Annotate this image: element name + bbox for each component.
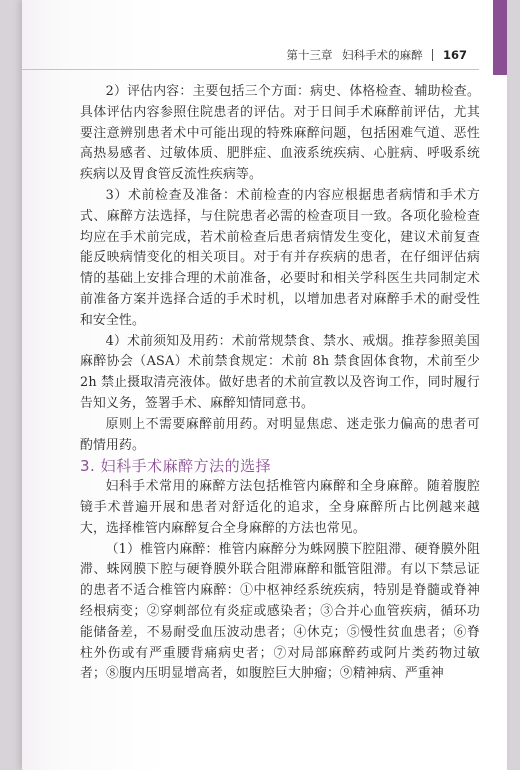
header-rule (22, 69, 479, 70)
paragraph: 原则上不需要麻醉前用药。对明显焦虑、迷走张力偏高的患者可酌情用药。 (80, 416, 480, 453)
book-page (22, 0, 507, 770)
section-title: 3. 妇科手术麻醉方法的选择 (80, 457, 272, 476)
paragraph: 2）评估内容：主要包括三个方面：病史、体格检查、辅助检查。具体评估内容参照住院患者的评估。对于日间手术麻醉前评估，尤其要注意辨别患者术中可能出现的特殊麻醉问题，包括困难气道、恶性高热易感者、过敏体质、肥胖症、血液系统疾病、心脏病、呼吸系统疾病以及胃食管反流性疾病等。 (80, 84, 480, 183)
chapter-title: 妇科手术的麻醉 (342, 48, 423, 62)
running-header (287, 47, 467, 63)
paragraph: 3）术前检查及准备：术前检查的内容应根据患者病情和手术方式、麻醉方法选择，与住院患者必需的检查项目一致。各项化验检查均应在手术前完成，若术前检查后患者病情发生变化，建议术前复查能反映病情变化的相关项目。对于有并存疾病的患者，在仔细评估病情的基础上安排合理的术前准备，必要时和相关学科医生共同制定术前准备方案并选择合适的手术时机，以增加患者对麻醉手术的耐受性和安全性。 (80, 187, 480, 328)
paragraph: 妇科手术常用的麻醉方法包括椎管内麻醉和全身麻醉。随着腹腔镜手术普遍开展和患者对舒适化的追求，全身麻醉所占比例越来越大，选择椎管内麻醉复合全身麻醉的方法也常见。 (80, 479, 480, 536)
chapter-number: 第十三章 (286, 48, 333, 62)
chapter-thumb-tab (493, 0, 507, 75)
paragraph: （1）椎管内麻醉：椎管内麻醉分为蛛网膜下腔阻滞、硬脊膜外阻滞、蛛网膜下腔与硬脊膜外联合阻滞麻醉和骶管阻滞。有以下禁忌证的患者不适合椎管内麻醉：①中枢神经系统疾病，特别是脊髓或脊神经根病变；②穿刺部位有炎症或感染者；③合并心血管疾病，循环功能储备差，不易耐受血压波动患者；④休克；⑤慢性贫血患者；⑥脊柱外伤或有严重腰背痛病史者；⑦对局部麻醉药或阿片类药物过敏者；⑧腹内压明显增高者，如腹腔巨大肿瘤；⑨精神病、严重神 (80, 541, 480, 682)
paragraph: 4）术前须知及用药：术前常规禁食、禁水、戒烟。推荐参照美国麻醉协会（ASA）术前禁食规定：术前 8h 禁食固体食物，术前至少 2h 禁止摄取清亮液体。做好患者的术前宣教以及咨询工作，同时履行告知义务，签署手术、麻醉知情同意书。 (80, 333, 480, 411)
body-text (80, 82, 480, 685)
header-separator (432, 49, 433, 61)
page-number: 167 (442, 48, 467, 62)
